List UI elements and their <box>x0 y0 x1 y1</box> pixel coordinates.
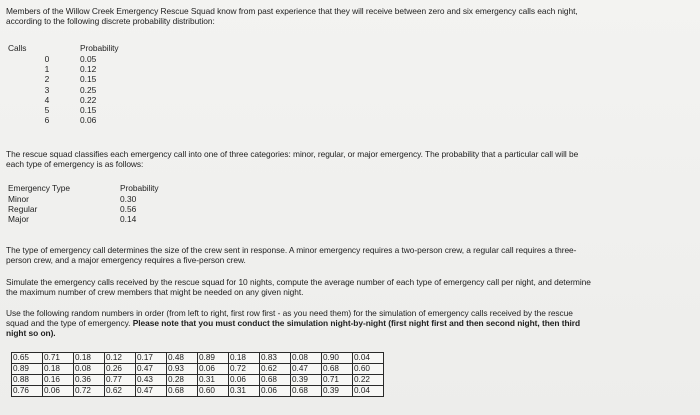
emergency-type-value: Minor <box>8 194 29 204</box>
random-number-cell: 0.26 <box>105 364 136 375</box>
random-number-cell: 0.90 <box>322 353 353 364</box>
instructions-line-2 <box>6 318 580 328</box>
type-probability-column <box>120 194 136 225</box>
emergency-type-column <box>8 194 37 225</box>
random-number-cell: 0.39 <box>291 375 322 386</box>
calls-value: 1 <box>44 64 50 75</box>
random-number-cell: 0.93 <box>167 364 198 375</box>
random-number-cell: 0.60 <box>198 386 229 397</box>
random-number-cell: 0.68 <box>167 386 198 397</box>
instructions-line-3: night so on). <box>6 328 56 338</box>
calls-probability-value: 0.22 <box>80 94 97 105</box>
random-number-cell: 0.17 <box>136 353 167 364</box>
random-number-cell: 0.72 <box>229 364 260 375</box>
random-number-cell: 0.47 <box>136 364 167 375</box>
random-number-cell: 0.68 <box>291 386 322 397</box>
emergency-type-value: Major <box>8 214 29 225</box>
intro-line-2: according to the following discrete probability distribution: <box>6 16 215 26</box>
random-number-cell: 0.31 <box>229 386 260 397</box>
random-number-cell: 0.65 <box>12 353 43 364</box>
random-numbers-row <box>12 353 384 364</box>
calls-value: 4 <box>44 94 50 105</box>
random-number-cell: 0.04 <box>353 353 384 364</box>
random-number-cell: 0.18 <box>43 364 74 375</box>
random-number-cell: 0.06 <box>260 386 291 397</box>
probability-header: Probability <box>80 43 119 53</box>
random-number-cell: 0.16 <box>43 375 74 386</box>
calls-header: Calls <box>8 43 27 53</box>
random-number-cell: 0.89 <box>12 364 43 375</box>
calls-value: 0 <box>44 54 50 64</box>
random-number-cell: 0.71 <box>43 353 74 364</box>
calls-probability-value: 0.06 <box>80 115 97 126</box>
type-probability-value: 0.14 <box>120 214 137 225</box>
calls-probability-value: 0.15 <box>80 74 97 85</box>
random-number-cell: 0.06 <box>43 386 74 397</box>
random-number-cell: 0.60 <box>353 364 384 375</box>
random-number-cell: 0.68 <box>322 364 353 375</box>
random-number-cell: 0.68 <box>260 375 291 386</box>
random-number-cell: 0.12 <box>105 353 136 364</box>
calls-value: 6 <box>44 115 50 126</box>
random-number-cell: 0.08 <box>291 353 322 364</box>
calls-probability-value: 0.05 <box>80 54 97 64</box>
crew-line-2: person crew, and a major emergency requires a five-person crew. <box>6 255 246 265</box>
random-number-cell: 0.43 <box>136 375 167 386</box>
random-number-cell: 0.31 <box>198 375 229 386</box>
random-number-cell: 0.47 <box>136 386 167 397</box>
random-number-cell: 0.89 <box>198 353 229 364</box>
random-number-cell: 0.18 <box>74 353 105 364</box>
random-number-cell: 0.06 <box>198 364 229 375</box>
random-number-cell: 0.36 <box>74 375 105 386</box>
simulate-line-1: Simulate the emergency calls received by the rescue squad for 10 nights, compute the average number of each type of emergency call per night, and determine <box>6 277 591 287</box>
emergency-type-value: Regular <box>8 204 38 215</box>
random-number-cell: 0.88 <box>12 375 43 386</box>
random-numbers-row <box>12 375 384 386</box>
random-number-cell: 0.71 <box>322 375 353 386</box>
type-probability-value: 0.56 <box>120 204 137 215</box>
calls-probability-value: 0.15 <box>80 105 97 116</box>
calls-value: 2 <box>44 74 50 85</box>
random-number-cell: 0.47 <box>291 364 322 375</box>
instructions-line-2-bold: Please note that you must conduct the simulation night-by-night (first night first and then second night, then third <box>132 318 581 328</box>
emergency-type-header: Emergency Type <box>8 183 70 193</box>
type-probability-header: Probability <box>120 183 159 193</box>
random-number-cell: 0.28 <box>167 375 198 386</box>
random-number-cell: 0.72 <box>74 386 105 397</box>
simulate-line-2: the maximum number of crew members that might be needed on any given night. <box>6 287 304 297</box>
random-number-cell: 0.62 <box>105 386 136 397</box>
intro-line-1: Members of the Willow Creek Emergency Rescue Squad know from past experience that they will receive between zero and six emergency calls each night, <box>6 6 578 16</box>
type-probability-value: 0.30 <box>120 194 137 204</box>
classification-line-2: each type of emergency is as follows: <box>6 159 144 169</box>
random-numbers-table <box>11 352 384 397</box>
instructions-line-2-plain: squad and the type of emergency. <box>6 318 133 328</box>
random-number-cell: 0.18 <box>229 353 260 364</box>
calls-column <box>43 54 51 125</box>
calls-probability-value: 0.12 <box>80 64 97 75</box>
random-numbers-row <box>12 364 384 375</box>
random-number-cell: 0.83 <box>260 353 291 364</box>
crew-line-1: The type of emergency call determines the size of the crew sent in response. A minor emergency requires a two-person crew, a regular call requires a three- <box>6 245 577 255</box>
random-number-cell: 0.62 <box>260 364 291 375</box>
random-number-cell: 0.76 <box>12 386 43 397</box>
random-number-cell: 0.08 <box>74 364 105 375</box>
calls-value: 5 <box>44 105 50 116</box>
random-numbers-row <box>12 386 384 397</box>
calls-value: 3 <box>44 84 50 95</box>
random-number-cell: 0.04 <box>353 386 384 397</box>
random-number-cell: 0.77 <box>105 375 136 386</box>
random-number-cell: 0.06 <box>229 375 260 386</box>
calls-probability-column <box>80 54 96 125</box>
instructions-line-1: Use the following random numbers in order (from left to right, first row first - as you need them) for the simulation of emergency calls received by the rescue <box>6 308 573 318</box>
random-number-cell: 0.22 <box>353 375 384 386</box>
random-number-cell: 0.48 <box>167 353 198 364</box>
classification-line-1: The rescue squad classifies each emergency call into one of three categories: minor, regular, or major emergency. The probability that a particular call will be <box>6 149 579 159</box>
calls-probability-value: 0.25 <box>80 84 97 95</box>
random-number-cell: 0.39 <box>322 386 353 397</box>
